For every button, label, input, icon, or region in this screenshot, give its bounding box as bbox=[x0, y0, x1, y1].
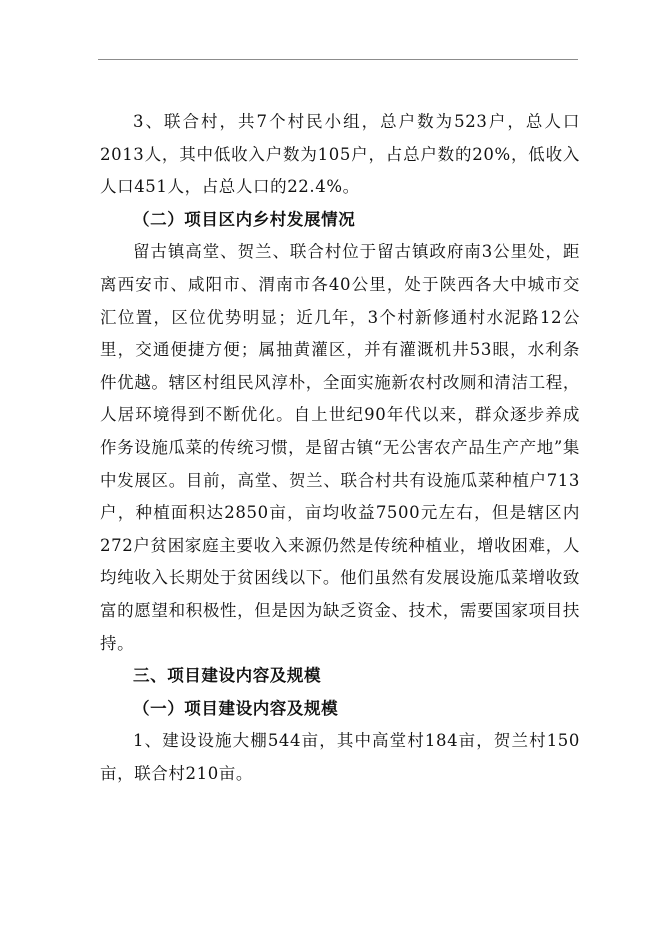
paragraph-village-development: 留古镇高堂、贺兰、联合村位于留古镇政府南3公里处，距离西安市、咸阳市、渭南市各40公里，处于陕西各大中城市交汇位置，区位优势明显；近几年，3个村新修通村水泥路12公里，交通便捷方便；属抽黄灌区，并有灌溉机井53眼，水利条件优越。辖区村组民风淳朴，全面实施新农村改厕和清洁工程，人居环境得到不断优化。自上世纪90年代以来，群众逐步养成作务设施瓜菜的传统习惯，是留古镇“无公害农产品生产产地”集中发展区。目前，高堂、贺兰、联合村共有设施瓜菜种植户713户，种植面积达2850亩，亩均收益7500元左右，但是辖区内272户贫困家庭主要收入来源仍然是传统种植业，增收困难，人均纯收入长期处于贫困线以下。他们虽然有发展设施瓜菜增收致富的愿望和积极性，但是因为缺乏资金、技术，需要国家项目扶持。 bbox=[100, 242, 580, 653]
subheading-village-development: （二）项目区内乡村发展情况 bbox=[133, 209, 356, 229]
paragraph-village-lianhe: 3、联合村，共7个村民小组，总户数为523户，总人口2013人，其中低收入户数为105户，占总户数的20%，低收入人口451人，占总人口的22.4%。 bbox=[100, 112, 580, 197]
section-heading-construction: 三、项目建设内容及规模 bbox=[133, 666, 322, 686]
paragraph-greenhouse-construction: 1、建设设施大棚544亩，其中高堂村184亩，贺兰村150亩，联合村210亩。 bbox=[100, 731, 580, 783]
header-rule bbox=[98, 59, 578, 60]
document-body bbox=[100, 106, 580, 790]
subheading-construction-scale: （一）项目建设内容及规模 bbox=[133, 698, 339, 718]
